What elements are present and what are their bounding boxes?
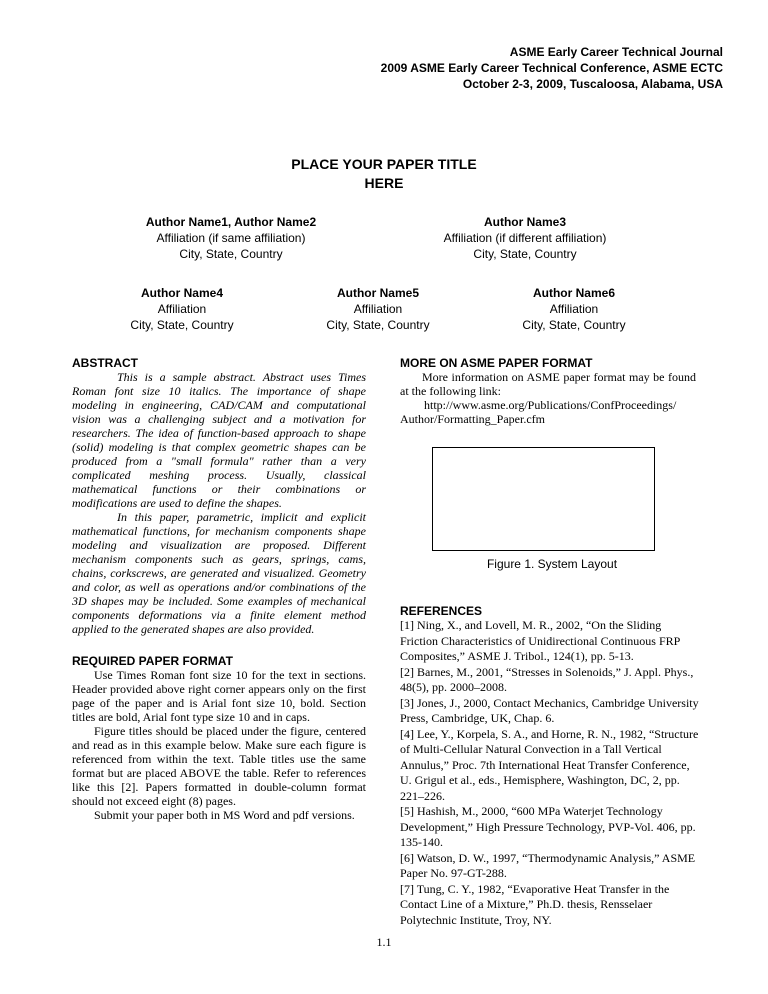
header-date-location: October 2-3, 2009, Tuscaloosa, Alabama, USA [462,77,723,91]
author-block-4 [308,285,448,333]
required-paragraph-2: Figure titles should be placed under the figure, centered and read as in this example below. Make sure each figure is referenced from within the text. Table titles use the same format but are placed ABOVE the table. Refer to references like this [2]. Papers formatted in double-column format should not exceed eight (8) pages. [72,724,366,808]
reference-item: [3] Jones, J., 2000, Contact Mechanics, Cambridge University Press, Cambridge, UK, Chap. 6. [400,695,699,725]
abstract-paragraph-2: In this paper, parametric, implicit and explicit mathematical functions, for mechanism components shape modeling and visualization are proposed. Different mechanism components such as gears, springs, cams, chains, corkscrews, are generated and visualized. Geometry and color, as well as operations and/or combinations of the 3D shapes may be included. Some examples of mechanical components deformations via a finite element method applied to the generated shapes are also provided. [72,510,366,636]
abstract-section [72,356,366,636]
author-affiliation: Affiliation [549,302,599,316]
abstract-paragraph-1: This is a sample abstract. Abstract uses Times Roman font size 10 italics. The importance of shape modeling in engineering, CAD/CAM and computational vision was a challenging subject and a motivation for researchers. The idea of function-based approach to shape (solid) modeling is that complex geometric shapes can be produced from a "small formula" rather than a very complicated meshing process. Usually, classical mathematical functions or their combinations or modifications are used to define the shapes. [72,370,366,510]
figure-caption: Figure 1. System Layout [486,557,618,571]
conference-header [381,44,723,92]
author-name: Author Name4 [140,286,223,300]
author-block-2 [420,214,630,262]
page-number: 1.1 [376,935,392,949]
author-affiliation: Affiliation [353,302,403,316]
required-paragraph-3: Submit your paper both in MS Word and pdf versions. [94,808,355,822]
left-column [72,356,366,822]
author-name: Author Name1, Author Name2 [145,215,317,229]
reference-item: [5] Hashish, M., 2000, “600 MPa Waterjet Technology Development,” High Pressure Technology, PVP-Vol. 406, pp. 135-140. [400,804,696,849]
reference-item: [7] Tung, C. Y., 1982, “Evaporative Heat Transfer in the Contact Line of a Mixture,” Ph.D. thesis, Rensselaer Polytechnic Institute, Troy, NY. [400,881,670,927]
more-format-section [400,356,696,426]
references-heading: REFERENCES [400,604,483,618]
author-location: City, State, Country [326,318,430,332]
author-location: City, State, Country [179,247,283,261]
author-name: Author Name5 [336,286,419,300]
required-format-heading: REQUIRED PAPER FORMAT [72,654,233,668]
header-journal: ASME Early Career Technical Journal [509,45,723,59]
format-link-line-2[interactable]: Author/Formatting_Paper.cfm [400,412,545,426]
required-paragraph-1: Use Times Roman font size 10 for the text in sections. Header provided above right corner appears only on the first page of the paper and is Arial font size 10, bold. Section titles are bold, Arial font type size 10 and in caps. [72,668,366,724]
title-line-2: HERE [364,175,404,191]
reference-item: [1] Ning, X., and Lovell, M. R., 2002, “On the Sliding Friction Characteristics of Unidirectional Continuous FRP Composites,” ASME J. Tribol., 124(1), pp. 5-13. [400,618,680,663]
author-location: City, State, Country [522,318,626,332]
author-block-5 [504,285,644,333]
author-location: City, State, Country [473,247,577,261]
reference-item: [2] Barnes, M., 2001, “Stresses in Solenoids,” J. Appl. Phys., 48(5), pp. 2000–2008. [400,664,694,694]
author-affiliation: Affiliation (if different affiliation) [443,231,607,245]
figure-placeholder [432,447,655,551]
author-location: City, State, Country [130,318,234,332]
paper-title [0,155,768,193]
references-section [400,604,700,928]
header-conference: 2009 ASME Early Career Technical Conference, ASME ECTC [380,61,723,75]
author-block-3 [112,285,252,333]
abstract-heading: ABSTRACT [72,356,138,370]
author-affiliation: Affiliation (if same affiliation) [156,231,306,245]
reference-item: [4] Lee, Y., Korpela, S. A., and Horne, R. N., 1982, “Structure of Multi-Cellular Natural Convection in a Tall Vertical Annulus,” Proc. 7th International Heat Transfer Conference, U. Grigul et al., eds., Hemisphere, Washington, DC, 2, pp. 221–226. [400,726,699,803]
format-link-line-1[interactable]: http://www.asme.org/Publications/ConfProceedings/ [424,398,677,412]
reference-item: [6] Watson, D. W., 1997, “Thermodynamic Analysis,” ASME Paper No. 97-GT-288. [400,850,696,880]
title-line-1: PLACE YOUR PAPER TITLE [291,156,477,172]
author-block-1 [130,214,332,262]
more-format-text: More information on ASME paper format may be found at the following link: [400,370,696,398]
required-format-section [72,654,366,822]
author-name: Author Name3 [483,215,566,229]
author-affiliation: Affiliation [157,302,207,316]
author-name: Author Name6 [532,286,615,300]
more-format-heading: MORE ON ASME PAPER FORMAT [400,356,593,370]
